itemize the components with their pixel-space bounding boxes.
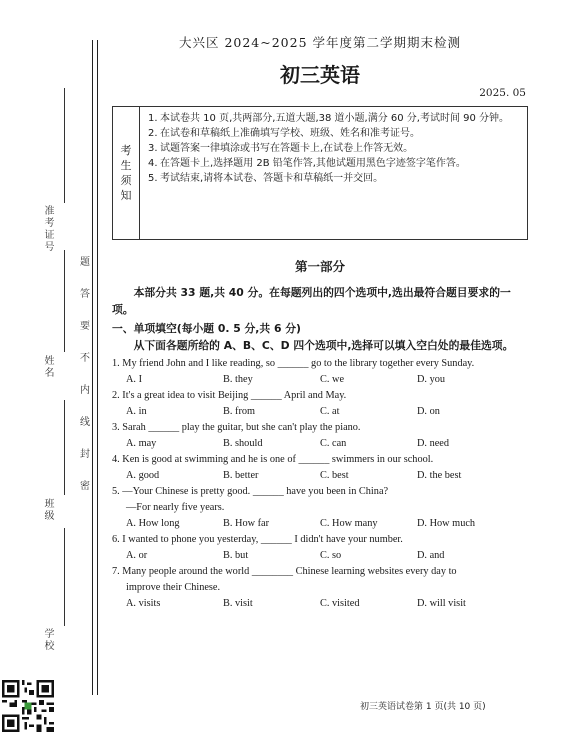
page-footer: 初三英语试卷第 1 页(共 10 页)	[360, 702, 486, 712]
field-line-class	[64, 400, 65, 495]
notice-item-number: 3.	[148, 143, 158, 154]
notice-item-text: 在试卷和草稿纸上准确填写学校、班级、姓名和准考证号。	[160, 128, 420, 139]
notice-heading	[113, 107, 140, 239]
notice-heading-char: 知	[120, 189, 132, 202]
question-stem: 6. I wanted to phone you yesterday, ______ I didn't have your number.	[112, 534, 403, 545]
field-line-name	[64, 250, 65, 352]
option: A. good	[126, 470, 160, 481]
option: D. you	[417, 374, 446, 385]
question-item	[112, 388, 528, 420]
question-options	[112, 548, 528, 564]
option: B. should	[223, 438, 263, 449]
notice-item	[148, 141, 519, 156]
field-label-exam-number: 准考证号	[42, 205, 53, 253]
notice-item-text: 本试卷共 10 页,共两部分,五道大题,38 道小题,满分 60 分,考试时间 90 分钟。	[160, 113, 510, 124]
option: D. the best	[417, 470, 462, 481]
option: C. best	[320, 470, 349, 481]
question-stem: 1. My friend John and I like reading, so ______ go to the library together every Sunday.	[112, 358, 475, 369]
option: A. How long	[126, 518, 180, 529]
seal-char: 要	[80, 321, 90, 332]
notice-item	[148, 171, 519, 186]
option: B. How far	[223, 518, 270, 529]
section-heading: 一、单项填空(每小题 0. 5 分,共 6 分)	[112, 322, 301, 335]
notice-item	[148, 156, 519, 171]
notice-item	[148, 111, 519, 126]
seal-char: 不	[80, 353, 90, 364]
question-item	[112, 420, 528, 452]
question-item	[112, 484, 528, 532]
option: D. need	[417, 438, 450, 449]
option: B. better	[223, 470, 259, 481]
notice-list	[140, 107, 527, 239]
question-stem-continuation: improve their Chinese.	[126, 582, 221, 593]
question-options	[112, 404, 528, 420]
question-item	[112, 452, 528, 484]
option: C. we	[320, 374, 345, 385]
section-instructions: 从下面各题所给的 A、B、C、D 四个选项中,选择可以填入空白处的最佳选项。	[133, 339, 514, 352]
notice-heading-char: 考	[120, 144, 132, 157]
option: A. I	[126, 374, 143, 385]
notice-item-text: 考试结束,请将本试卷、答题卡和草稿纸一并交回。	[160, 173, 384, 184]
option: C. can	[320, 438, 347, 449]
question-stem: 3. Sarah ______ play the guitar, but she can't play the piano.	[112, 422, 361, 433]
option: C. How many	[320, 518, 378, 529]
field-line-school	[64, 528, 65, 626]
field-label-name: 姓名	[42, 355, 53, 379]
question-stem: 5. —Your Chinese is pretty good. ______ have you been in China?	[112, 486, 389, 497]
notice-item-number: 1.	[148, 113, 158, 124]
notice-heading-char: 须	[120, 174, 132, 187]
question-item	[112, 564, 528, 612]
option: C. so	[320, 550, 342, 561]
seal-char: 线	[80, 417, 90, 428]
binding-line-outer	[92, 40, 93, 695]
question-options	[112, 596, 528, 612]
part-instructions: 本部分共 33 题,共 40 分。在每题列出的四个选项中,选出最符合题目要求的一项。	[112, 286, 511, 316]
candidate-notice-box	[112, 106, 528, 240]
notice-item-number: 4.	[148, 158, 158, 169]
seal-char: 题	[80, 257, 90, 268]
notice-item-text: 在答题卡上,选择题用 2B 铅笔作答,其他试题用黑色字迹签字笔作答。	[160, 158, 466, 169]
option: A. may	[126, 438, 157, 449]
seal-char: 封	[80, 449, 90, 460]
notice-item-number: 2.	[148, 128, 158, 139]
question-options	[112, 436, 528, 452]
option: D. and	[417, 550, 445, 561]
seal-char: 密	[80, 481, 90, 492]
part-title: 第一部分	[294, 259, 345, 274]
question-stem: 2. It's a great idea to visit Beijing ______ April and May.	[112, 390, 347, 401]
question-item	[112, 356, 528, 388]
binding-strip	[0, 0, 110, 736]
question-list	[112, 356, 528, 612]
question-stem: 4. Ken is good at swimming and he is one of ______ swimmers in our school.	[112, 454, 434, 465]
field-line-exam-number	[64, 88, 65, 203]
seal-char: 答	[80, 289, 90, 300]
notice-heading-char: 生	[120, 159, 132, 172]
seal-char: 内	[80, 385, 90, 396]
binding-line-inner	[97, 40, 98, 695]
notice-item-text: 试题答案一律填涂或书写在答题卡上,在试卷上作答无效。	[160, 143, 414, 154]
field-label-school: 学校	[42, 628, 53, 652]
option: D. How much	[417, 518, 476, 529]
question-item	[112, 532, 528, 564]
option: D. will visit	[417, 598, 466, 609]
option: B. but	[223, 550, 249, 561]
field-label-class: 班级	[42, 498, 53, 522]
notice-item	[148, 126, 519, 141]
option: B. visit	[223, 598, 253, 609]
option: A. in	[126, 406, 147, 417]
option: A. visits	[126, 598, 161, 609]
notice-item-number: 5.	[148, 173, 158, 184]
option: C. visited	[320, 598, 360, 609]
exam-page	[112, 34, 528, 612]
question-options	[112, 372, 528, 388]
option: C. at	[320, 406, 340, 417]
option: D. on	[417, 406, 440, 417]
exam-date: 2025. 05	[479, 87, 526, 99]
option: B. from	[223, 406, 256, 417]
subject-title: 初三英语	[280, 63, 360, 87]
question-stem-continuation: —For nearly five years.	[126, 502, 225, 513]
question-options	[112, 516, 528, 532]
question-options	[112, 468, 528, 484]
option: B. they	[223, 374, 253, 385]
question-stem: 7. Many people around the world ________ Chinese learning websites every day to	[112, 566, 457, 577]
qr-code	[2, 680, 54, 732]
exam-title: 大兴区 2024~2025 学年度第二学期期末检测	[178, 35, 462, 50]
option: A. or	[126, 550, 148, 561]
